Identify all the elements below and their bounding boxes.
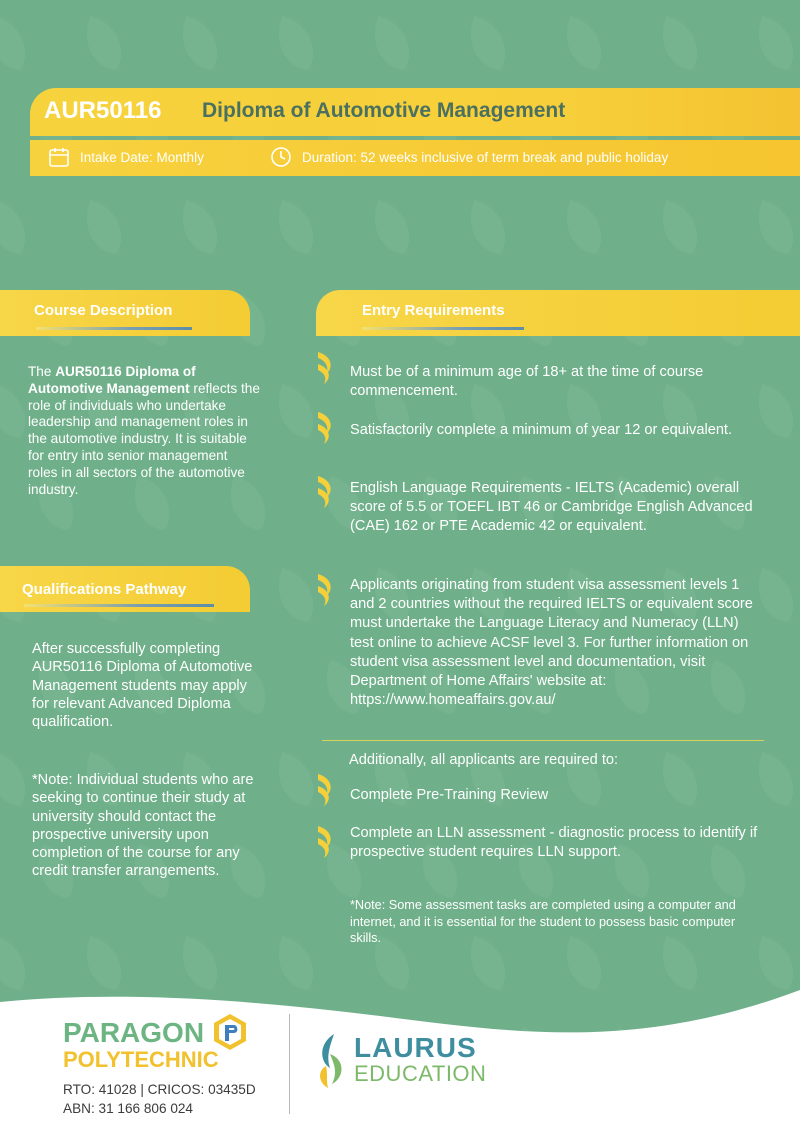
calendar-icon — [48, 146, 70, 168]
education-wordmark: EDUCATION — [354, 1061, 487, 1086]
intake-date: Intake Date: Monthly — [80, 150, 204, 165]
course-title: Diploma of Automotive Management — [202, 99, 566, 122]
footer-separator — [289, 1014, 290, 1114]
entry-requirement-item: Satisfactorily complete a minimum of year 12 or equivalent. — [350, 422, 733, 438]
course-description-heading: Course Description — [34, 302, 173, 319]
paragon-p-logo-icon — [212, 1013, 248, 1051]
laurus-wordmark: LAURUS — [354, 1032, 477, 1063]
course-description-underline — [36, 327, 192, 330]
leaf-bullet-icon — [314, 410, 336, 446]
clock-icon — [270, 146, 292, 168]
entry-requirement-item: Must be of a minimum age of 18+ at the time of course commencement. — [350, 364, 704, 400]
entry-requirements-heading: Entry Requirements — [362, 302, 505, 319]
abn: ABN: 31 166 806 024 — [63, 1101, 193, 1116]
entry-requirement-item: Applicants originating from student visa assessment levels 1 and 2 countries without the required IELTS or equivalent score must undertake the Language Literacy and Numeracy (LLN) test online to achieve ACSF level 3. For further information on student visa assessment level and documentation, visit Department of Home Affairs' website at: https://www.homeaffairs.gov.au/ — [350, 577, 753, 709]
additional-requirement-item: Complete an LLN assessment - diagnostic process to identify if prospective student requires LLN support. — [350, 825, 758, 861]
leaf-bullet-icon — [314, 772, 336, 808]
entry-requirements-underline — [362, 327, 524, 330]
course-description-text: The AUR50116 Diploma of Automotive Management reflects the role of individuals who undertake leadership and management roles in the automotive industry. It is suitable for entry into senior management roles in all sectors of the automotive industry. — [28, 364, 260, 497]
leaf-bullet-icon — [314, 824, 336, 860]
laurus-leaf-logo-icon — [316, 1032, 350, 1090]
leaf-bullet-icon — [314, 350, 336, 386]
entry-requirement-item: English Language Requirements - IELTS (Academic) overall score of 5.5 or TOEFL IBT 46 or Cambridge English Advanced (CAE) 162 or PTE Academic 42 or equivalent. — [350, 480, 753, 535]
qualifications-pathway-text: After successfully completing AUR50116 Diploma of Automotive Management students may apply for relevant Advanced Diploma qualification. — [32, 641, 253, 731]
polytechnic-wordmark: POLYTECHNIC — [63, 1047, 219, 1072]
qualifications-pathway-underline — [24, 604, 214, 607]
duration: Duration: 52 weeks inclusive of term break and public holiday — [302, 150, 669, 165]
rto-cricos: RTO: 41028 | CRICOS: 03435D — [63, 1082, 256, 1097]
university-note: *Note: Individual students who are seeking to continue their study at university should contact the prospective university upon completion of the course for any credit transfer arrangements. — [32, 772, 254, 880]
section-divider — [322, 740, 764, 741]
course-code: AUR50116 — [44, 97, 162, 124]
additional-requirements-intro: Additionally, all applicants are required to: — [349, 752, 619, 768]
paragon-wordmark: PARAGON — [63, 1017, 205, 1048]
leaf-bullet-icon — [314, 572, 336, 608]
computer-skills-note: *Note: Some assessment tasks are completed using a computer and internet, and it is essential for the student to possess basic computer skills. — [350, 898, 736, 946]
leaf-bullet-icon — [314, 474, 336, 510]
additional-requirement-item: Complete Pre-Training Review — [350, 787, 549, 803]
qualifications-pathway-heading: Qualifications Pathway — [22, 581, 187, 598]
